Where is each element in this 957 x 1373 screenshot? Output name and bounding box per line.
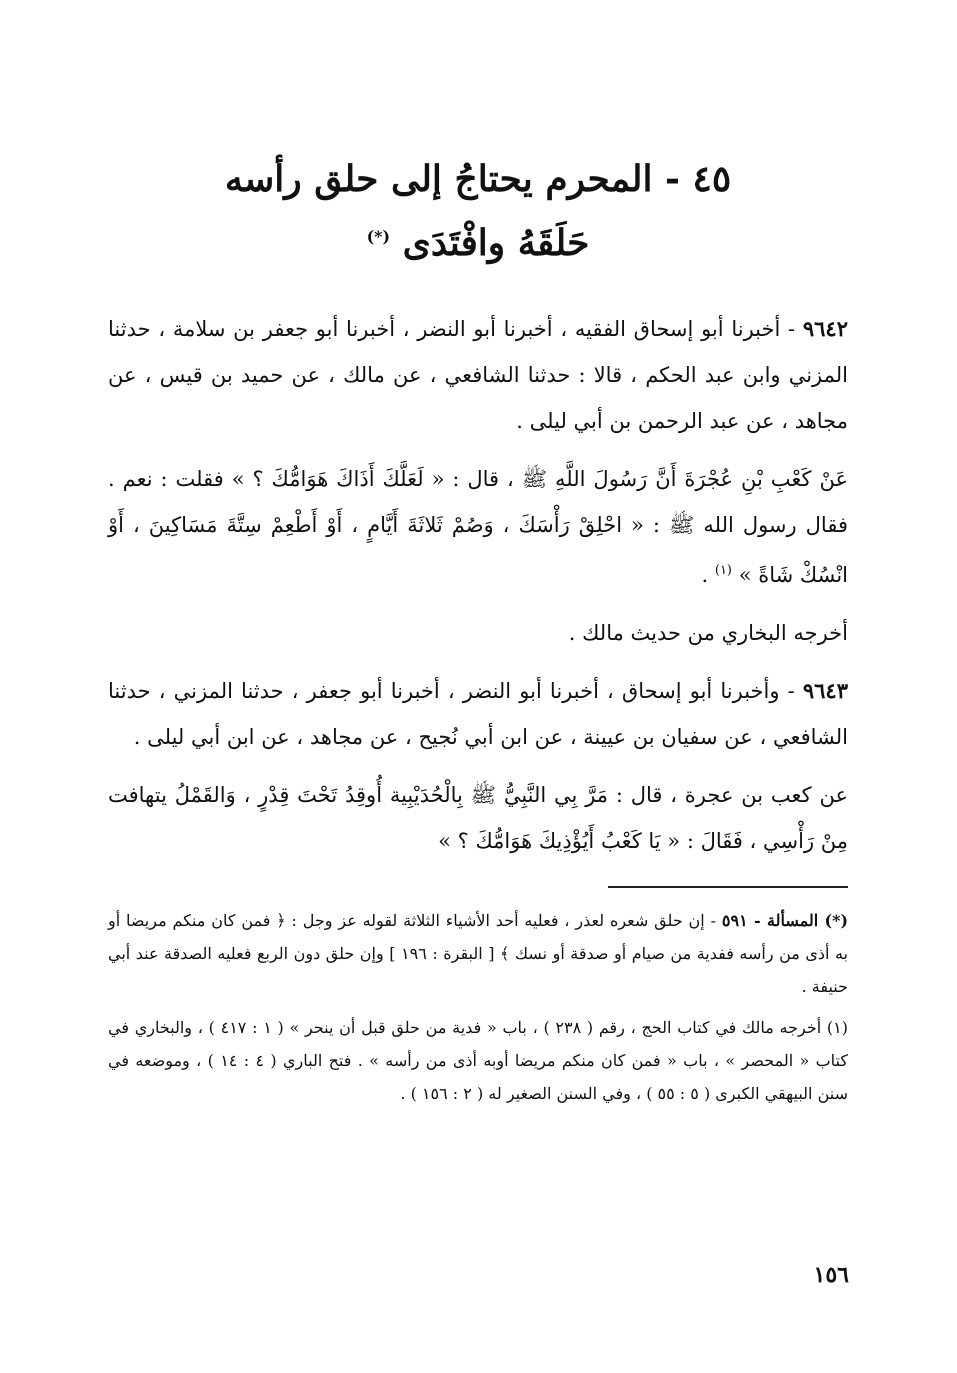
page-body	[108, 150, 848, 1110]
takhrij-text: أخرجه البخاري من حديث مالك .	[568, 621, 848, 645]
chapter-subtitle	[108, 208, 848, 272]
footnote-asterisk	[108, 904, 848, 1003]
chapter-title-line1: ٤٥ - المحرم يحتاجُ إلى حلق رأسه	[224, 158, 732, 200]
chapter-title	[108, 150, 848, 208]
hadith-paragraph-9643	[108, 668, 848, 760]
hadith-number: ٩٦٤٢	[802, 316, 848, 341]
footnote-text: - إن حلق شعره لعذر ، فعليه أحد الأشياء الثلاثة لقوله عز وجل : ﴿ فمن كان منكم مريضا أو به أذى من رأسه ففدية من صيام أو صدقة أو نسك ﴾ [ البقرة : ١٩٦ ] وإن حلق دون الربع فعليه الصدقة عند أبي حنيفة .	[108, 911, 848, 996]
matn-text: عَنْ كَعْبِ بْنِ عُجْرَةَ أَنَّ رَسُولَ اللَّهِ ﷺ ، قال : « لَعَلَّكَ أَذَاكَ هَوَامُّكَ ؟ » فقلت : نعم . فقال رسول الله ﷺ : « احْلِقْ رَأْسَكَ ، وَصُمْ ثَلاثَةَ أَيَّامٍ ، أَوْ أَطْعِمْ سِتَّةَ مَسَاكِينَ ، أَوْ انْسُكْ شَاةً »	[108, 467, 848, 587]
matn-text: عن كعب بن عجرة ، قال : مَرَّ بِي النَّبِيُّ ﷺ بِالْحُدَيْبِية أُوقِدُ تَحْتَ قِدْرٍ ، وَالقَمْلُ يتهافت مِنْ رَأْسِي ، فَقَالَ : « يَا كَعْبُ أَيُؤْذِيكَ هَوَامُّكَ ؟ »	[108, 783, 848, 853]
isnad-text: - أخبرنا أبو إسحاق الفقيه ، أخبرنا أبو النضر ، أخبرنا أبو جعفر بن سلامة ، حدثنا المزني وابن عبد الحكم ، قالا : حدثنا الشافعي ، عن مالك ، عن حميد بن قيس ، عن مجاهد ، عن عبد الرحمن بن أبي ليلى .	[108, 317, 848, 433]
footnote-label: (*) المسألة - ٥٩١	[721, 911, 849, 930]
isnad-text: - وأخبرنا أبو إسحاق ، أخبرنا أبو النضر ، أخبرنا أبو جعفر ، حدثنا المزني ، حدثنا الشافعي ، عن سفيان بن عيينة ، عن ابن أبي نُجيح ، عن مجاهد ، عن ابن أبي ليلى .	[108, 679, 848, 749]
hadith-paragraph-9642	[108, 306, 848, 444]
footnote-ref-1: (١)	[714, 563, 732, 578]
matn-tail: .	[701, 563, 715, 587]
hadith-matn-paragraph	[108, 456, 848, 598]
footnote-divider	[608, 886, 848, 888]
footnote-1	[108, 1011, 848, 1110]
hadith-matn-paragraph-2	[108, 772, 848, 864]
page-number: ١٥٦	[813, 1262, 849, 1288]
chapter-title-line2: حَلَقَهُ وافْتَدَى	[402, 222, 590, 264]
footnote-label: (١)	[826, 1018, 849, 1037]
hadith-number: ٩٦٤٣	[802, 678, 848, 703]
footnote-text: أخرجه مالك في كتاب الحج ، رقم ( ٢٣٨ ) ، باب « فدية من حلق قبل أن ينحر » ( ١ : ٤١٧ ) ، والبخاري في كتاب « المحصر » ، باب « فمن كان منكم مريضا أوبه أذى من رأسه » . فتح الباري ( ٤ : ١٤ ) ، وموضعه في سنن البيهقي الكبرى ( ٥ : ٥٥ ) ، وفي السنن الصغير له ( ٢ : ١٥٦ ) .	[108, 1018, 848, 1103]
chapter-footnote-marker: (*)	[366, 227, 391, 246]
takhrij-paragraph	[108, 610, 848, 656]
